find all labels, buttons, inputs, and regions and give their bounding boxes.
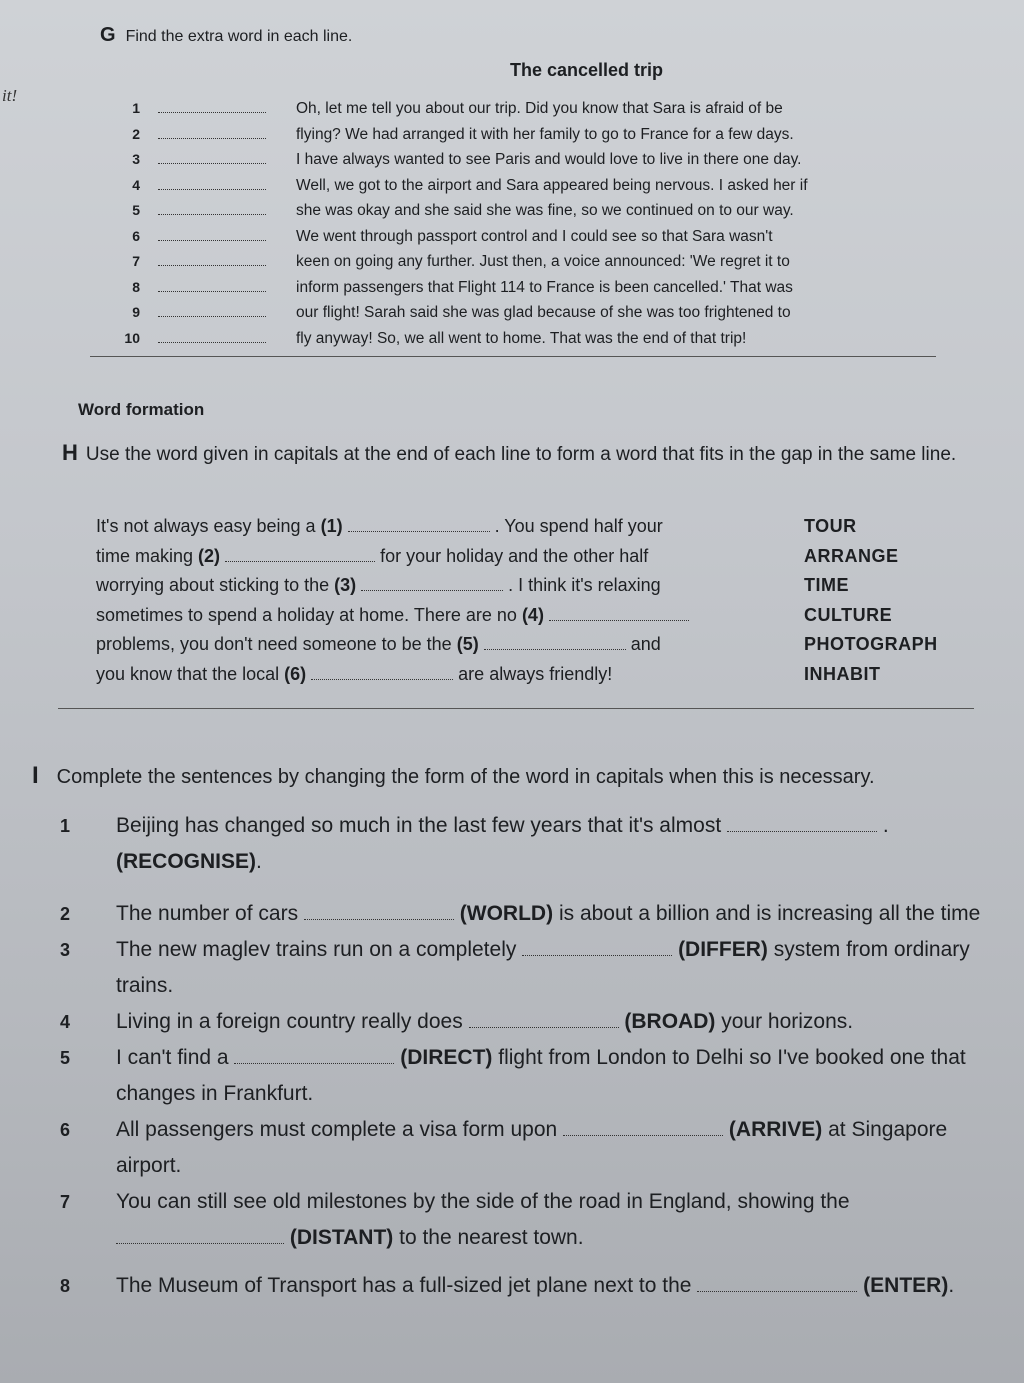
answer-blank[interactable] bbox=[158, 253, 266, 266]
story-line bbox=[100, 151, 940, 177]
gap-blank[interactable] bbox=[522, 941, 672, 956]
line-text: sometimes to spend a holiday at home. There are no bbox=[96, 604, 517, 625]
sentence-text: . bbox=[882, 814, 889, 837]
stem-word: PHOTOGRAPH bbox=[804, 634, 938, 654]
line-text: Well, we got to the airport and Sara appeared being nervous. I asked her if bbox=[296, 176, 808, 194]
gap-blank[interactable] bbox=[484, 635, 626, 650]
item-number: 4 bbox=[60, 1012, 71, 1032]
gap-blank[interactable] bbox=[234, 1049, 394, 1064]
sentence-item bbox=[30, 932, 1024, 1004]
line-number: 6 bbox=[132, 227, 140, 244]
line-number: 10 bbox=[124, 329, 140, 346]
story-line bbox=[100, 228, 940, 254]
stem-word: (DIFFER) bbox=[678, 938, 768, 961]
stem-word: (ARRIVE) bbox=[728, 1118, 823, 1141]
gap-blank[interactable] bbox=[225, 547, 375, 562]
gap-blank[interactable] bbox=[549, 606, 689, 621]
item-number: 6 bbox=[60, 1120, 71, 1140]
sentence-item bbox=[30, 1040, 1024, 1112]
line-number: 3 bbox=[132, 151, 140, 167]
gap-blank[interactable] bbox=[727, 817, 877, 832]
exercise-i-heading bbox=[32, 762, 875, 790]
line-number: 9 bbox=[132, 304, 140, 320]
word-formation-heading: Word formation bbox=[78, 400, 205, 419]
stem-word: (BROAD) bbox=[624, 1010, 716, 1033]
sentence-item bbox=[30, 1112, 1024, 1184]
exercise-instruction: Find the extra word in each line. bbox=[125, 28, 353, 45]
story-line bbox=[100, 330, 940, 356]
stem-word: CULTURE bbox=[804, 604, 893, 625]
sentence-list bbox=[30, 808, 1024, 1304]
story-line bbox=[100, 304, 940, 330]
exercise-letter: G bbox=[100, 24, 116, 46]
story-line bbox=[100, 202, 940, 228]
sentence-item bbox=[30, 1184, 1024, 1256]
sentence-text: your horizons. bbox=[721, 1010, 854, 1033]
margin-note: it! bbox=[2, 86, 18, 105]
gap-number: (5) bbox=[456, 634, 479, 654]
stem-word: TIME bbox=[804, 575, 849, 595]
exercise-g-heading bbox=[100, 24, 352, 47]
sentence-text: . bbox=[256, 850, 262, 873]
line-text: Oh, let me tell you about our trip. Did you know that Sara is afraid of be bbox=[296, 100, 783, 117]
line-text: and bbox=[630, 634, 661, 654]
answer-blank[interactable] bbox=[158, 126, 266, 139]
word-formation-line bbox=[96, 546, 976, 576]
item-number: 5 bbox=[60, 1048, 71, 1068]
gap-number: (1) bbox=[320, 516, 343, 536]
word-formation-line bbox=[96, 516, 976, 546]
exercise-instruction: Use the word given in capitals at the end of each line to form a word that fits in the gap in the same line. bbox=[85, 444, 957, 465]
word-formation-line bbox=[96, 605, 976, 635]
line-text: she was okay and she said she was fine, so we continued on to our way. bbox=[296, 202, 794, 219]
stem-word: (ENTER) bbox=[863, 1274, 949, 1297]
story-title: The cancelled trip bbox=[510, 60, 664, 80]
stem-word: INHABIT bbox=[804, 663, 881, 684]
exercise-letter: H bbox=[62, 440, 78, 465]
answer-blank[interactable] bbox=[158, 177, 266, 190]
sentence-item bbox=[30, 896, 1024, 932]
line-text: We went through passport control and I could see so that Sara wasn't bbox=[296, 227, 773, 245]
item-number: 3 bbox=[60, 940, 71, 960]
line-text: for your holiday and the other half bbox=[380, 545, 649, 566]
stem-word: (DISTANT) bbox=[289, 1226, 394, 1249]
word-formation-line bbox=[96, 634, 976, 664]
answer-blank[interactable] bbox=[158, 202, 266, 215]
story-lines bbox=[100, 100, 940, 355]
exercise-letter: I bbox=[32, 762, 39, 789]
sentence-text: . bbox=[948, 1274, 955, 1297]
sentence-item bbox=[30, 1004, 1024, 1040]
stem-word: (DIRECT) bbox=[400, 1046, 493, 1069]
item-number: 2 bbox=[60, 904, 71, 924]
gap-blank[interactable] bbox=[469, 1013, 619, 1028]
section-divider bbox=[90, 356, 936, 357]
answer-blank[interactable] bbox=[158, 304, 266, 317]
line-text: keen on going any further. Just then, a voice announced: 'We regret it to bbox=[296, 253, 790, 270]
line-text: It's not always easy being a bbox=[96, 516, 316, 536]
sentence-text: The new maglev trains run on a completely bbox=[116, 938, 517, 961]
gap-blank[interactable] bbox=[304, 905, 454, 920]
story-line bbox=[100, 253, 940, 279]
line-number: 5 bbox=[132, 202, 140, 218]
line-number: 4 bbox=[132, 176, 140, 193]
sentence-text: You can still see old milestones by the side of the road in England, showing the bbox=[116, 1190, 850, 1213]
exercise-instruction: Complete the sentences by changing the form of the word in capitals when this is necessary. bbox=[56, 766, 875, 788]
answer-blank[interactable] bbox=[158, 100, 266, 113]
sentence-item bbox=[30, 808, 1024, 880]
exercise-h-heading bbox=[62, 438, 962, 469]
word-formation-line bbox=[96, 664, 976, 694]
line-text: are always friendly! bbox=[458, 663, 613, 684]
sentence-text: The Museum of Transport has a full-sized jet plane next to the bbox=[116, 1274, 692, 1297]
stem-word: (WORLD) bbox=[459, 902, 554, 925]
item-number: 1 bbox=[60, 816, 71, 836]
line-text: flying? We had arranged it with her family to go to France for a few days. bbox=[296, 125, 794, 143]
line-text: our flight! Sarah said she was glad because of she was too frightened to bbox=[296, 304, 791, 321]
line-text: problems, you don't need someone to be the bbox=[96, 634, 452, 654]
word-formation-line bbox=[96, 575, 976, 605]
line-text: . You spend half your bbox=[494, 516, 663, 536]
gap-number: (2) bbox=[198, 545, 221, 566]
line-number: 8 bbox=[132, 278, 140, 295]
sentence-text: is about a billion and is increasing all the time bbox=[558, 902, 981, 925]
line-text: you know that the local bbox=[96, 663, 280, 684]
sentence-text: to the nearest town. bbox=[399, 1226, 584, 1249]
answer-blank[interactable] bbox=[158, 279, 266, 292]
story-line bbox=[100, 100, 940, 126]
sentence-text: trains. bbox=[116, 974, 174, 997]
story-line bbox=[100, 177, 940, 203]
sentence-text: I can't find a bbox=[116, 1046, 229, 1069]
word-formation-lines bbox=[96, 516, 976, 693]
gap-number: (3) bbox=[334, 575, 357, 595]
gap-blank[interactable] bbox=[311, 665, 453, 680]
line-text: I have always wanted to see Paris and would love to live in there one day. bbox=[296, 151, 802, 168]
gap-blank[interactable] bbox=[563, 1121, 723, 1136]
line-number: 2 bbox=[132, 125, 140, 142]
sentence-text: All passengers must complete a visa form upon bbox=[116, 1118, 558, 1141]
gap-blank[interactable] bbox=[116, 1229, 284, 1244]
sentence-text: Beijing has changed so much in the last few years that it's almost bbox=[116, 814, 722, 837]
line-text: worrying about sticking to the bbox=[96, 575, 330, 595]
sentence-text: changes in Frankfurt. bbox=[116, 1082, 314, 1105]
answer-blank[interactable] bbox=[158, 151, 266, 164]
sentence-text: at Singapore bbox=[828, 1118, 948, 1141]
line-text: . I think it's relaxing bbox=[508, 575, 661, 595]
line-number: 7 bbox=[132, 253, 140, 269]
line-text: time making bbox=[96, 545, 194, 566]
sentence-item bbox=[30, 1268, 1024, 1304]
sentence-text: flight from London to Delhi so I've booked one that bbox=[498, 1046, 966, 1069]
gap-blank[interactable] bbox=[361, 576, 503, 591]
gap-number: (6) bbox=[284, 663, 307, 684]
item-number: 8 bbox=[60, 1276, 71, 1296]
line-text: inform passengers that Flight 114 to France is been cancelled.' That was bbox=[296, 278, 793, 296]
stem-word: TOUR bbox=[804, 516, 857, 536]
sentence-text: system from ordinary bbox=[773, 938, 970, 961]
stem-word: (RECOGNISE) bbox=[116, 850, 257, 873]
answer-blank[interactable] bbox=[158, 228, 266, 241]
stem-word: ARRANGE bbox=[804, 545, 899, 566]
gap-number: (4) bbox=[521, 604, 544, 625]
story-line bbox=[100, 126, 940, 152]
story-line bbox=[100, 279, 940, 305]
gap-blank[interactable] bbox=[697, 1277, 857, 1292]
sentence-text: The number of cars bbox=[116, 902, 299, 925]
answer-blank[interactable] bbox=[158, 330, 266, 343]
sentence-text: airport. bbox=[116, 1154, 182, 1177]
line-number: 1 bbox=[132, 100, 140, 116]
line-text: fly anyway! So, we all went to home. That was the end of that trip! bbox=[296, 329, 747, 347]
section-divider bbox=[58, 708, 974, 709]
item-number: 7 bbox=[60, 1192, 71, 1212]
sentence-text: Living in a foreign country really does bbox=[116, 1010, 463, 1033]
gap-blank[interactable] bbox=[348, 517, 490, 532]
